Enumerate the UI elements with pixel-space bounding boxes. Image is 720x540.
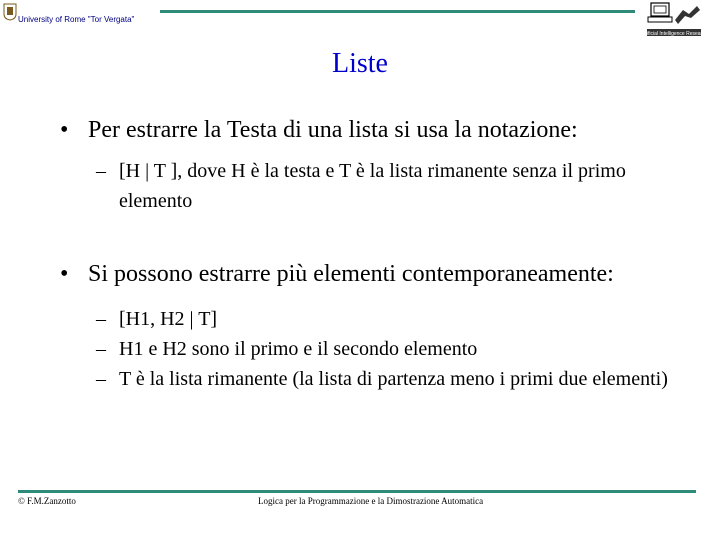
svg-text:Artificial Intelligence Resear: Artificial Intelligence Research <box>640 31 708 37</box>
dash-marker: – <box>96 338 106 360</box>
header-divider <box>160 10 635 13</box>
bullet-text: Si possono estrarre più elementi contemporaneamente: <box>88 261 614 287</box>
university-seal-logo <box>3 3 17 21</box>
sub-bullet-item <box>60 304 680 334</box>
footer-course-title: Logica per la Programmazione e la Dimostrazione Automatica <box>258 496 484 506</box>
sub-bullet-text: H1 e H2 sono il primo e il secondo elemento <box>119 338 478 360</box>
sub-bullet-item <box>60 334 680 364</box>
slide-content <box>60 112 680 394</box>
bullet-item <box>60 256 680 292</box>
dash-marker: – <box>96 308 106 330</box>
bullet-text: Per estrarre la Testa di una lista si usa la notazione: <box>88 117 578 143</box>
bullet-item <box>60 112 680 148</box>
university-name: University of Rome "Tor Vergata" <box>18 15 135 24</box>
ai-research-logo <box>640 2 708 40</box>
sub-bullet-item <box>60 156 680 216</box>
sub-bullet-item <box>60 364 680 394</box>
footer-copyright: © F.M.Zanzotto <box>18 496 76 506</box>
sub-bullet-text: [H | T ], dove H è la testa e T è la lista rimanente senza il primo elemento <box>119 160 626 212</box>
sub-bullet-text: [H1, H2 | T] <box>119 308 218 330</box>
sub-bullet-text: T è la lista rimanente (la lista di partenza meno i primi due elementi) <box>119 368 668 390</box>
footer-divider <box>18 490 696 493</box>
bullet-marker: • <box>60 117 69 143</box>
dash-marker: – <box>96 160 106 182</box>
bullet-marker: • <box>60 261 69 287</box>
slide-title: Liste <box>332 48 388 79</box>
dash-marker: – <box>96 368 106 390</box>
